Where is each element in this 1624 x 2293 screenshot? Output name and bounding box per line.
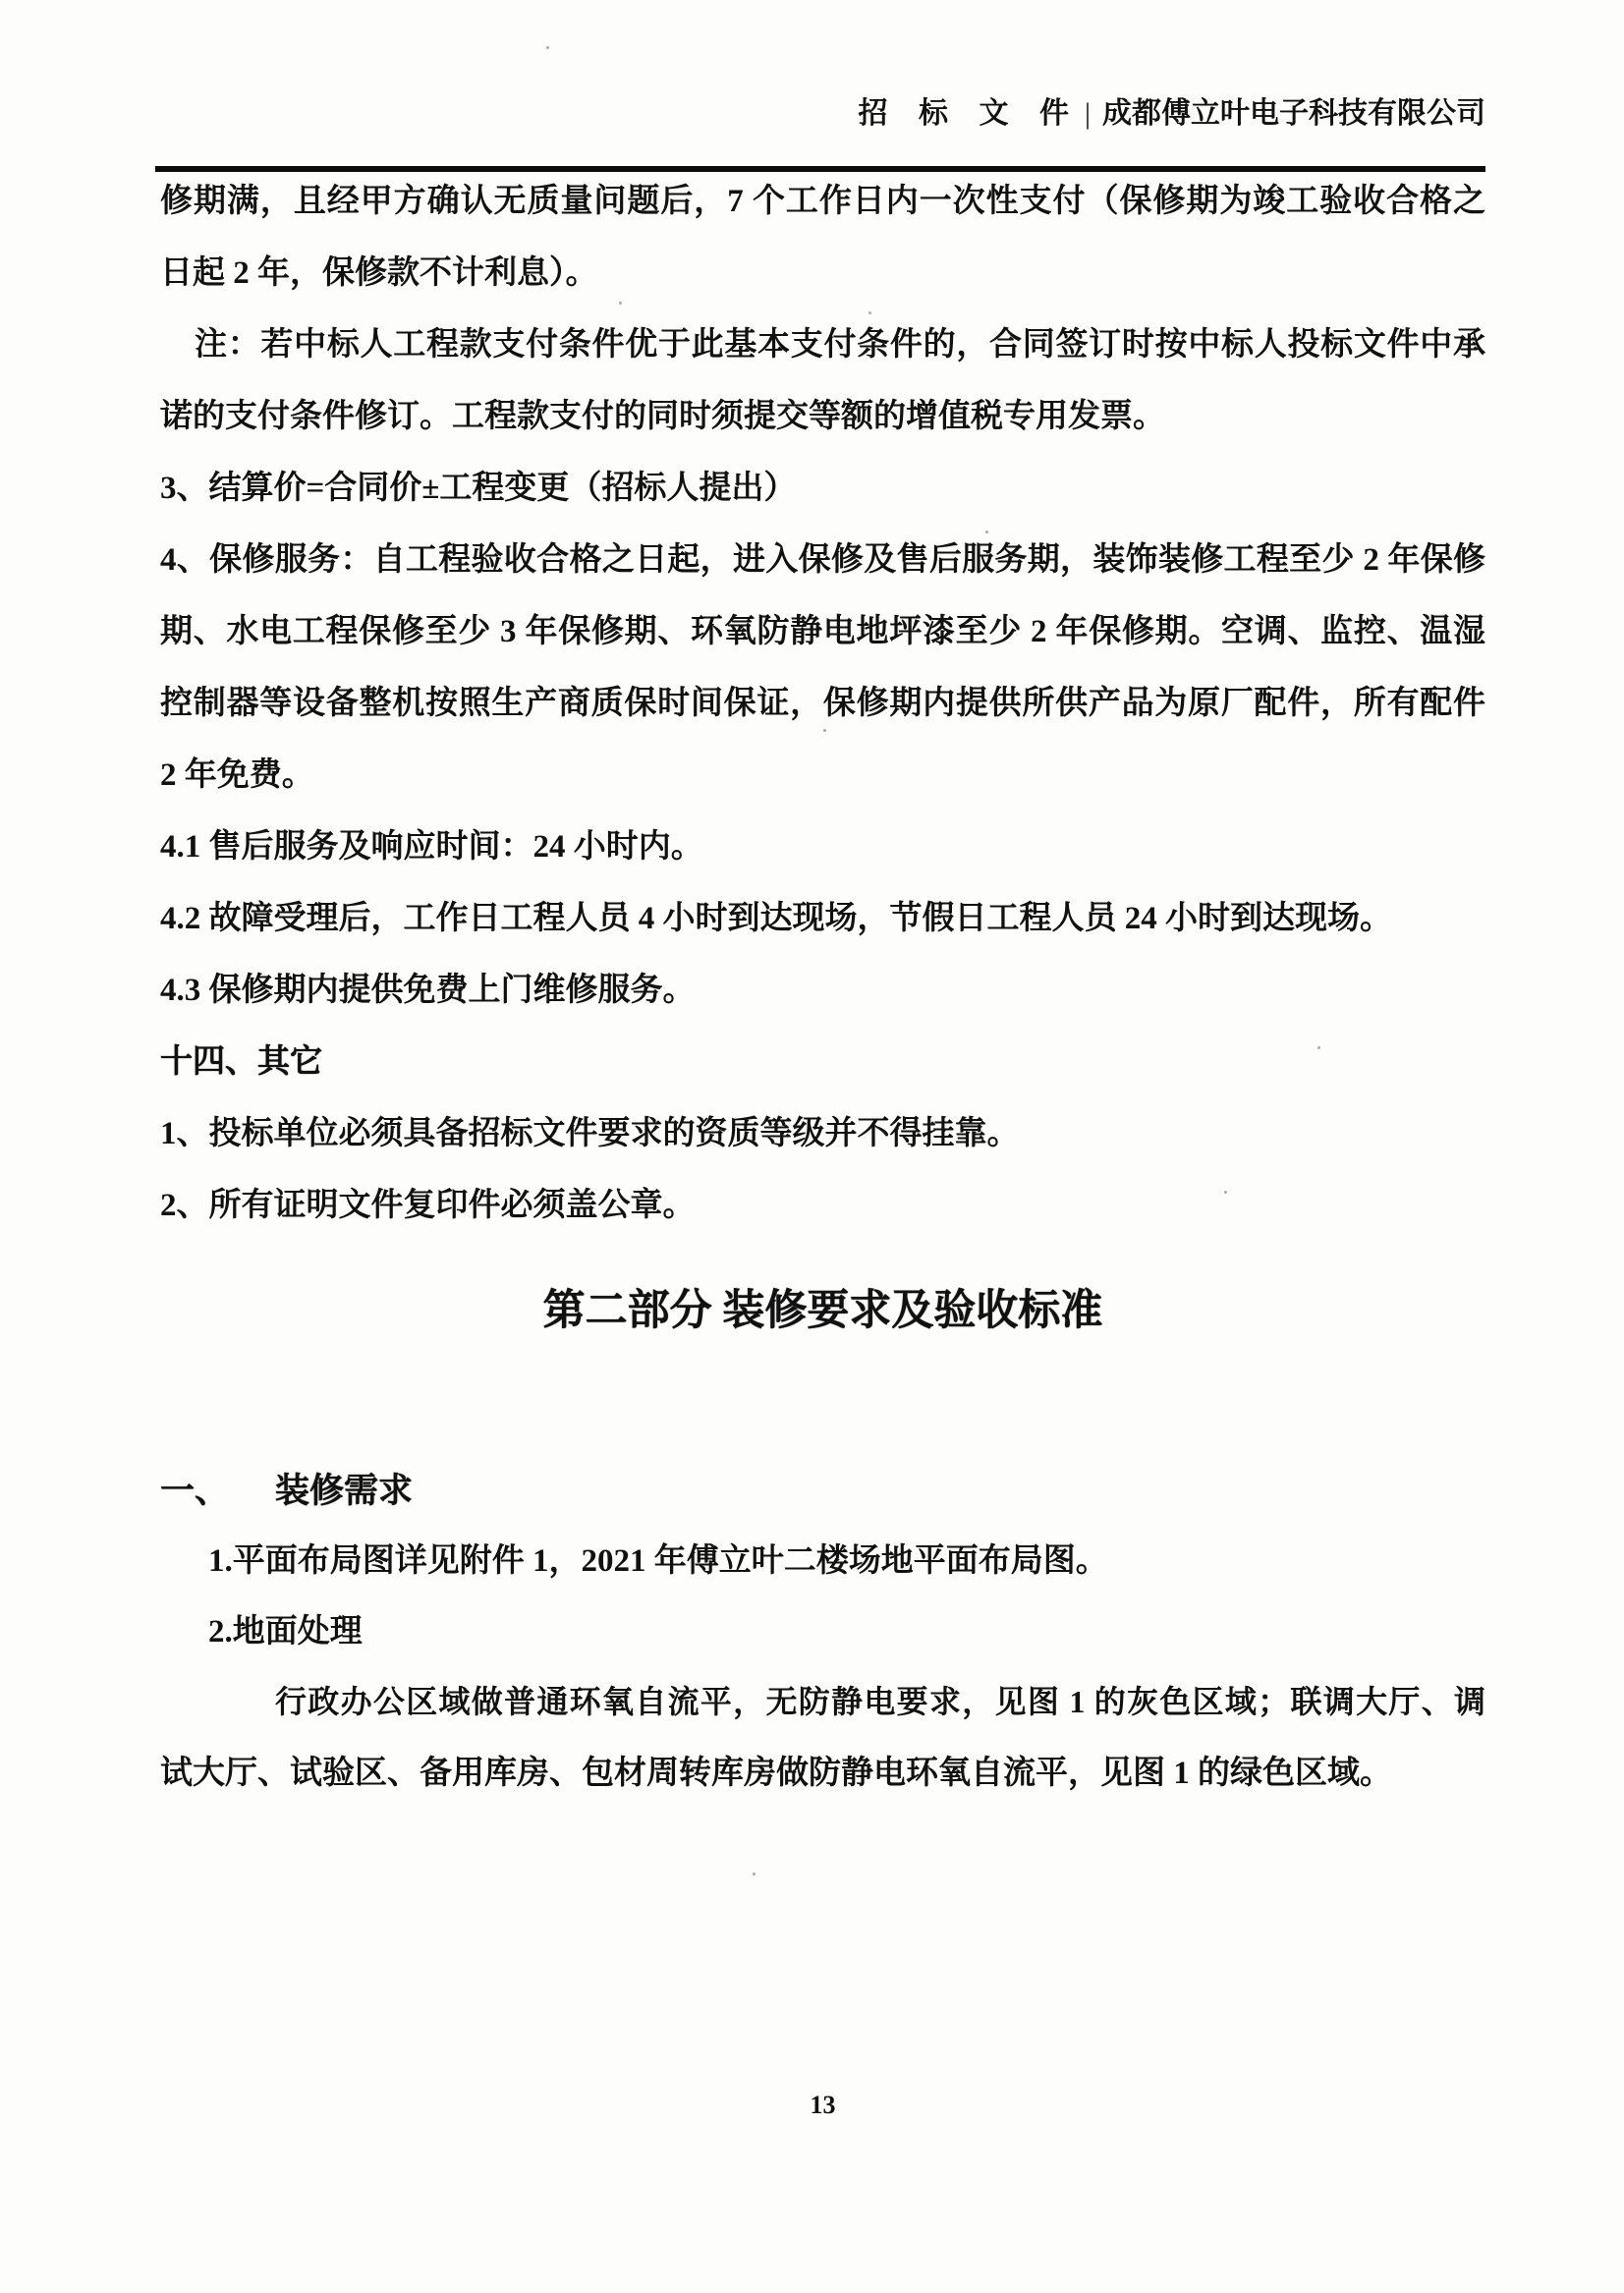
scan-speck (1224, 1191, 1227, 1194)
scan-speck (823, 729, 826, 732)
body-line: 日起 2 年，保修款不计利息）。 (160, 255, 598, 291)
body-line: 2、所有证明文件复印件必须盖公章。 (160, 1188, 696, 1223)
body-line: 2 年免费。 (160, 757, 314, 793)
header-company-name: 成都傅立叶电子科技有限公司 (1102, 97, 1485, 130)
part2-section-heading (160, 1468, 413, 1515)
scan-speck (619, 302, 622, 305)
body-line: 诺的支付条件修订。工程款支付的同时须提交等额的增值税专用发票。 (160, 399, 1165, 434)
part2-item-1: 1.平面布局图详见附件 1，2021 年傅立叶二楼场地平面布局图。 (208, 1543, 1108, 1579)
body-line: 期、水电工程保修至少 3 年保修期、环氧防静电地坪漆至少 2 年保修期。空调、监控、温湿 (160, 614, 1485, 649)
part2-paragraph-line-1: 行政办公区域做普通环氧自流平，无防静电要求，见图 1 的灰色区域；联调大厅、调 (275, 1684, 1485, 1719)
scan-speck (985, 531, 988, 533)
body-line: 4、保修服务：自工程验收合格之日起，进入保修及售后服务期，装饰装修工程至少 2 年保修 (160, 542, 1485, 578)
body-line: 控制器等设备整机按照生产商质保时间保证，保修期内提供所供产品为原厂配件，所有配件 (160, 686, 1485, 721)
body-line: 修期满，且经甲方确认无质量问题后，7 个工作日内一次性支付（保修期为竣工验收合格之 (160, 184, 1485, 219)
part2-title: 第二部分 装修要求及验收标准 (542, 1288, 1103, 1334)
scan-speck (868, 311, 871, 314)
scan-speck (1317, 1046, 1320, 1049)
scan-speck (753, 1873, 756, 1875)
header-divider: | (1084, 97, 1091, 130)
heading-number: 一、 (160, 1472, 230, 1510)
section-heading-14: 十四、其它 (160, 1044, 322, 1080)
body-line: 3、结算价=合同价±工程变更（招标人提出） (160, 471, 797, 506)
body-line: 4.3 保修期内提供免费上门维修服务。 (160, 973, 696, 1008)
body-text (160, 166, 1485, 1242)
header-doc-type: 招 标 文 件 (858, 97, 1081, 130)
part2-paragraph-line-2: 试大厅、试验区、备用库房、包材周转库房做防静电环氧自流平，见图 1 的绿色区域。 (160, 1756, 1392, 1791)
scan-speck (546, 46, 549, 49)
body-line: 4.1 售后服务及响应时间：24 小时内。 (160, 829, 703, 865)
body-line: 注：若中标人工程款支付条件优于此基本支付条件的，合同签订时按中标人投标文件中承 (195, 327, 1485, 363)
part2-item-2: 2.地面处理 (208, 1614, 363, 1650)
heading-label: 装修需求 (275, 1472, 414, 1510)
body-line: 4.2 故障受理后，工作日工程人员 4 小时到达现场，节假日工程人员 24 小时到达现场。 (160, 901, 1392, 936)
page-header (160, 92, 1485, 136)
body-line: 1、投标单位必须具备招标文件要求的资质等级并不得挂靠。 (160, 1116, 1020, 1151)
page-number: 13 (810, 2091, 836, 2119)
